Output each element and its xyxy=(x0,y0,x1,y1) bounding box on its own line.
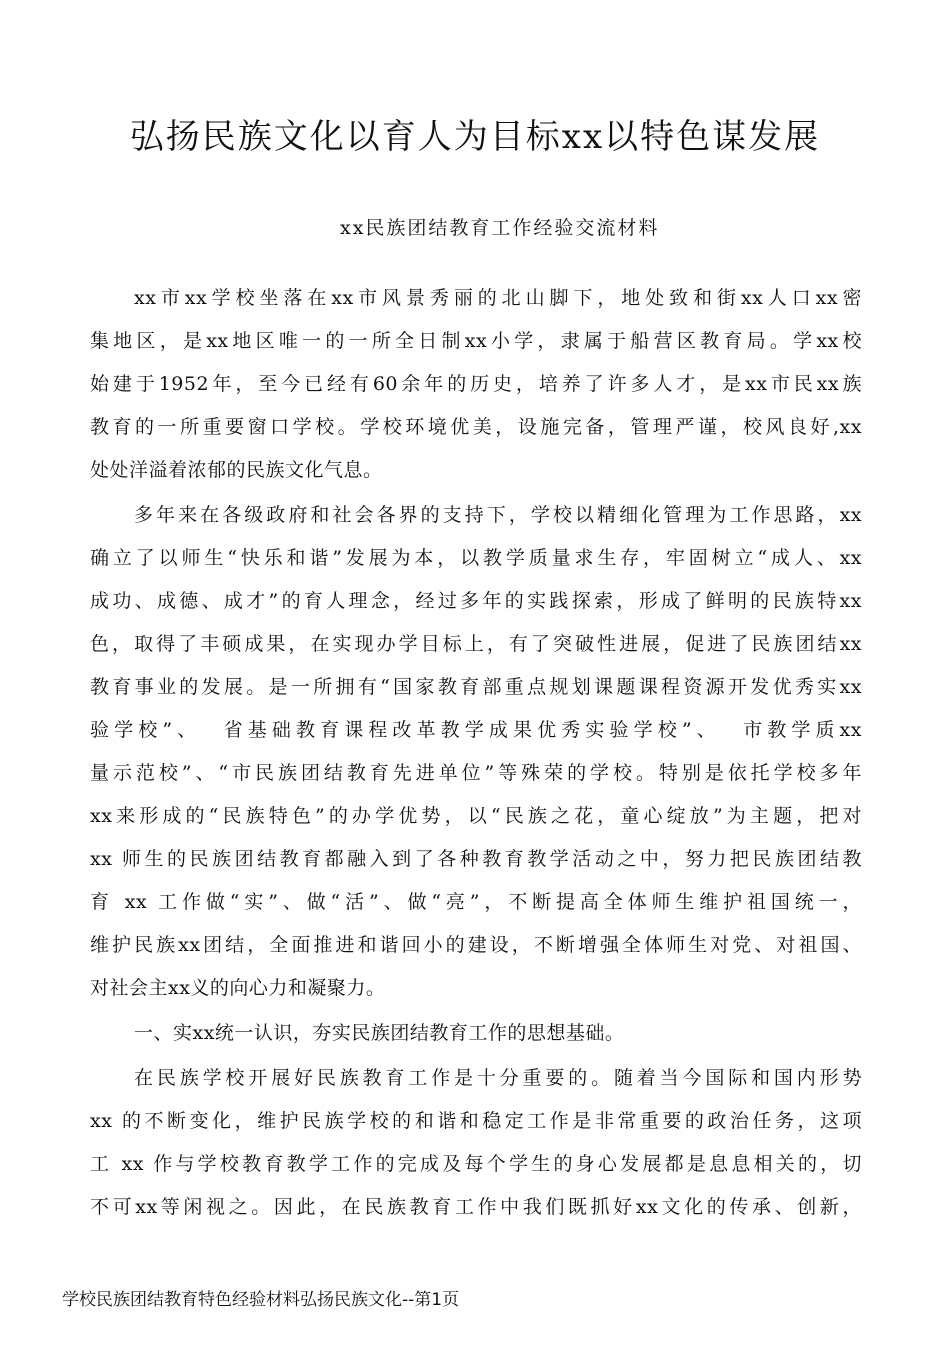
body-line: 始建于1952年，至今已经有60余年的历史，培养了许多人才，是xx市民xx族 xyxy=(90,373,862,395)
body-line: 确立了以师生“快乐和谐”发展为本，以教学质量求生存，牢固树立“成人、xx xyxy=(90,547,862,569)
document-subtitle: xx民族团结教育工作经验交流材料 xyxy=(340,217,660,239)
body-line: 处处洋溢着浓郁的民族文化气息。 xyxy=(90,459,383,481)
body-line: 量示范校”、“市民族团结教育先进单位”等殊荣的学校。特别是依托学校多年 xyxy=(90,762,862,784)
body-line: 不可xx等闲视之。因此，在民族教育工作中我们既抓好xx文化的传承、创新， xyxy=(90,1196,862,1218)
body-line: 教育事业的发展。是一所拥有“国家教育部重点规划课题课程资源开发优秀实xx xyxy=(90,676,862,698)
body-line: 对社会主xx义的向心力和凝聚力。 xyxy=(90,977,386,999)
body-line: 验学校”、 省基础教育课程改革教学成果优秀实验学校”、 市教学质xx xyxy=(90,719,862,741)
body-line: xx市xx学校坐落在xx市风景秀丽的北山脚下，地处致和街xx人口xx密 xyxy=(134,287,862,309)
section-heading: 一、实xx统一认识，夯实民族团结教育工作的思想基础。 xyxy=(134,1022,625,1044)
body-line: xx来形成的“民族特色”的办学优势，以“民族之花，童心绽放”为主题，把对 xyxy=(90,805,862,827)
body-line: 集地区，是xx地区唯一的一所全日制xx小学，隶属于船营区教育局。学xx校 xyxy=(90,330,862,352)
body-line: 在民族学校开展好民族教育工作是十分重要的。随着当今国际和国内形势 xyxy=(134,1067,862,1089)
body-line: 教育的一所重要窗口学校。学校环境优美，设施完备，管理严谨，校风良好,xx xyxy=(90,416,862,438)
body-line: 维护民族xx团结，全面推进和谐回小的建设，不断增强全体师生对党、对祖国、 xyxy=(90,934,862,956)
body-line: xx 的不断变化，维护民族学校的和谐和稳定工作是非常重要的政治任务，这项 xyxy=(90,1110,862,1132)
body-line: 育 xx 工作做“实”、做“活”、做“亮”，不断提高全体师生维护祖国统一， xyxy=(90,891,862,913)
body-line: 多年来在各级政府和社会各界的支持下，学校以精细化管理为工作思路，xx xyxy=(134,504,862,526)
page-footer: 学校民族团结教育特色经验材料弘扬民族文化--第1页 xyxy=(62,1290,460,1310)
body-line: 工 xx 作与学校教育教学工作的完成及每个学生的身心发展都是息息相关的，切 xyxy=(90,1153,862,1175)
body-line: xx 师生的民族团结教育都融入到了各种教育教学活动之中，努力把民族团结教 xyxy=(90,848,862,870)
body-line: 成功、成德、成才”的育人理念，经过多年的实践探索，形成了鲜明的民族特xx xyxy=(90,590,862,612)
document-title: 弘扬民族文化以育人为目标xx以特色谋发展 xyxy=(129,117,821,157)
body-line: 色，取得了丰硕成果，在实现办学目标上，有了突破性进展，促进了民族团结xx xyxy=(90,633,862,655)
